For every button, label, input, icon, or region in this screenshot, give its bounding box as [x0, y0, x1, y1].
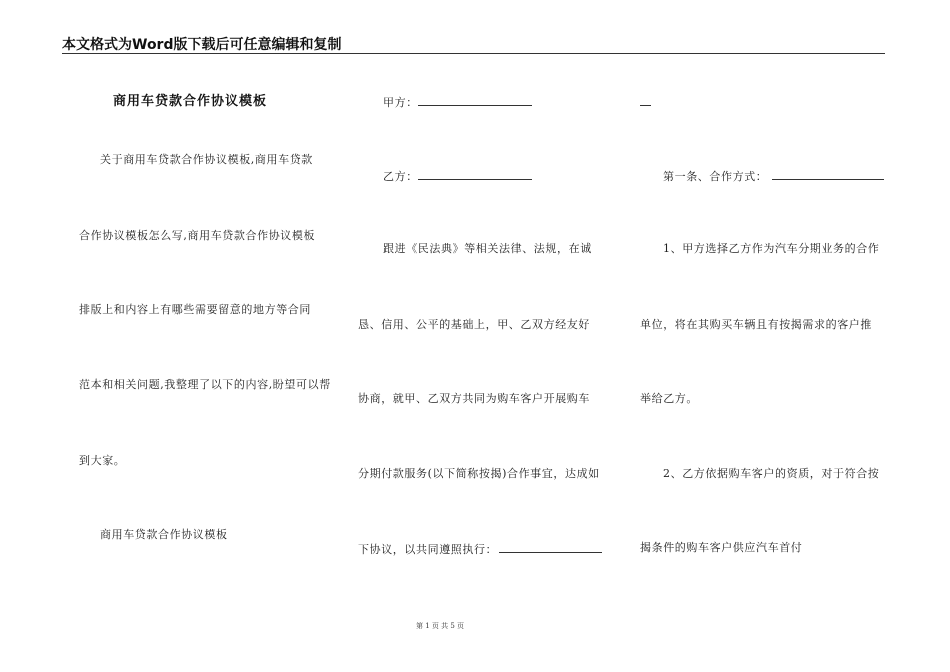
fill-in-blank — [772, 168, 884, 180]
party-b-label: 乙方： — [383, 170, 418, 183]
body-text-line: 协商，就甲、乙双方共同为购车客户开展购车 — [358, 392, 590, 405]
document-title: 商用车贷款合作协议模板 — [113, 94, 268, 109]
continued-blank-line — [640, 94, 651, 110]
fill-in-blank — [499, 541, 602, 553]
article-heading: 第一条、合作方式： — [663, 170, 768, 183]
body-text-line: 揭条件的购车客户供应汽车首付 — [640, 541, 803, 554]
body-text-line: 分期付款服务(以下简称按揭)合作事宜，达成如 — [358, 467, 600, 480]
fill-in-blank — [418, 94, 532, 106]
fill-in-blank — [640, 94, 651, 106]
body-text-line: 下协议，以共同遵照执行： — [358, 543, 498, 556]
header-rule — [62, 53, 885, 54]
body-text-line: 商用车贷款合作协议模板 — [100, 528, 228, 541]
signature-line — [358, 541, 602, 557]
header-notice: 本文格式为Word版下载后可任意编辑和复制 — [62, 37, 342, 53]
body-text-line: 排版上和内容上有哪些需要留意的地方等合同 — [79, 303, 311, 316]
fill-in-blank — [418, 168, 532, 180]
body-text-line: 单位，将在其购买车辆且有按揭需求的客户推 — [640, 318, 872, 331]
party-a-label: 甲方： — [383, 96, 418, 109]
body-text-line: 恳、信用、公平的基础上，甲、乙双方经友好 — [358, 318, 590, 331]
body-text-line: 到大家。 — [79, 454, 126, 467]
body-text-line: 合作协议模板怎么写,商用车贷款合作协议模板 — [79, 229, 316, 242]
body-text-line: 关于商用车贷款合作协议模板,商用车贷款 — [100, 153, 313, 166]
article-heading-line — [663, 168, 884, 184]
page-number-footer: 第 1 页 共 5 页 — [416, 622, 465, 630]
body-text-line: 跟进《民法典》等相关法律、法规，在诚 — [383, 242, 592, 255]
party-a-line — [383, 94, 532, 110]
body-text-line: 2、乙方依据购车客户的资质，对于符合按 — [663, 467, 880, 480]
party-b-line — [383, 168, 532, 184]
body-text-line: 1、甲方选择乙方作为汽车分期业务的合作 — [663, 242, 880, 255]
body-text-line: 举给乙方。 — [640, 392, 698, 405]
body-text-line: 范本和相关问题,我整理了以下的内容,盼望可以帮 — [79, 378, 331, 391]
